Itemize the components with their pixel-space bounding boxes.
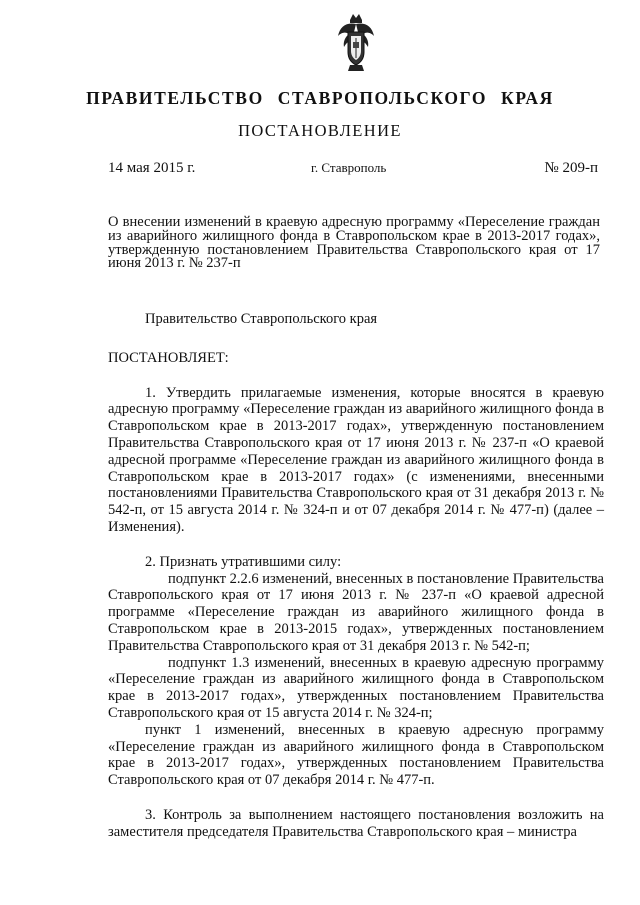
- item-3: 3. Контроль за выполнением настоящего постановления возложить на заместителя председателя Правительства Ставропольского края – министра: [108, 806, 604, 840]
- item-2-subitem-2: подпункт 1.3 изменений, внесенных в краевую адресную программу «Переселение граждан из аварийного жилищного фонда в Ставропольском крае в 2013-2017 годах», утвержденных постановлением Правительства Ставропольского края от 15 августа 2014 г. № 324-п;: [108, 654, 604, 721]
- issuer-line: Правительство Ставропольского края: [145, 311, 378, 327]
- document-date: 14 мая 2015 г.: [108, 160, 196, 176]
- document-city: г. Ставрополь: [311, 160, 387, 175]
- coat-of-arms-icon: [337, 12, 375, 74]
- item-2-subitem-3: пункт 1 изменений, внесенных в краевую адресную программу «Переселение граждан из аварийного жилищного фонда в Ставропольском крае в 2013-2017 годах», утвержденных постановлением Правительства Ставропольского края от 07 декабря 2014 г. № 477-п.: [108, 721, 604, 789]
- item-2-subitem-1: подпункт 2.2.6 изменений, внесенных в постановление Правительства Ставропольского края от 17 июня 2013 г. № 237-п «О краевой адресной программе «Переселение граждан из аварийного жилищного фонда в Ставропольском крае в 2013-2015 годах», утвержденных постановлением Правительства Ставропольского края от 31 декабря 2013 г. № 542-п;: [108, 570, 604, 654]
- item-1: 1. Утвердить прилагаемые изменения, которые вносятся в краевую адресную программу «Переселение граждан из аварийного жилищного фонда в Ставропольском крае в 2013-2017 годах», утвержденную постановлением Правительства Ставропольского края от 17 июня 2013 г. № 237-п «О краевой адресной программе «Переселение граждан из аварийного жилищного фонда в Ставропольском крае в 2013-2017 годах» (с изменениями, внесенными постановлениями Правительства Ставропольского края от 31 декабря 2013 г. № 542-п, от 15 августа 2014 г. № 324-п и от 07 декабря 2014 г. № 477-п) (далее – Изменения).: [108, 384, 604, 535]
- government-title: ПРАВИТЕЛЬСТВО СТАВРОПОЛЬСКОГО КРАЯ: [86, 88, 554, 108]
- document-subject: О внесении изменений в краевую адресную программу «Переселение граждан из аварийного жилищного фонда в Ставропольском крае в 2013-2017 годах», утвержденную постановлением Правительства Ставропольского края от 17 июня 2013 г. № 237-п: [108, 214, 600, 272]
- document-number: № 209-п: [544, 160, 598, 176]
- document-type: ПОСТАНОВЛЕНИЕ: [238, 121, 402, 140]
- item-2-intro: 2. Признать утратившими силу:: [145, 553, 342, 570]
- document-body: [108, 311, 604, 841]
- resolves-line: ПОСТАНОВЛЯЕТ:: [108, 349, 229, 366]
